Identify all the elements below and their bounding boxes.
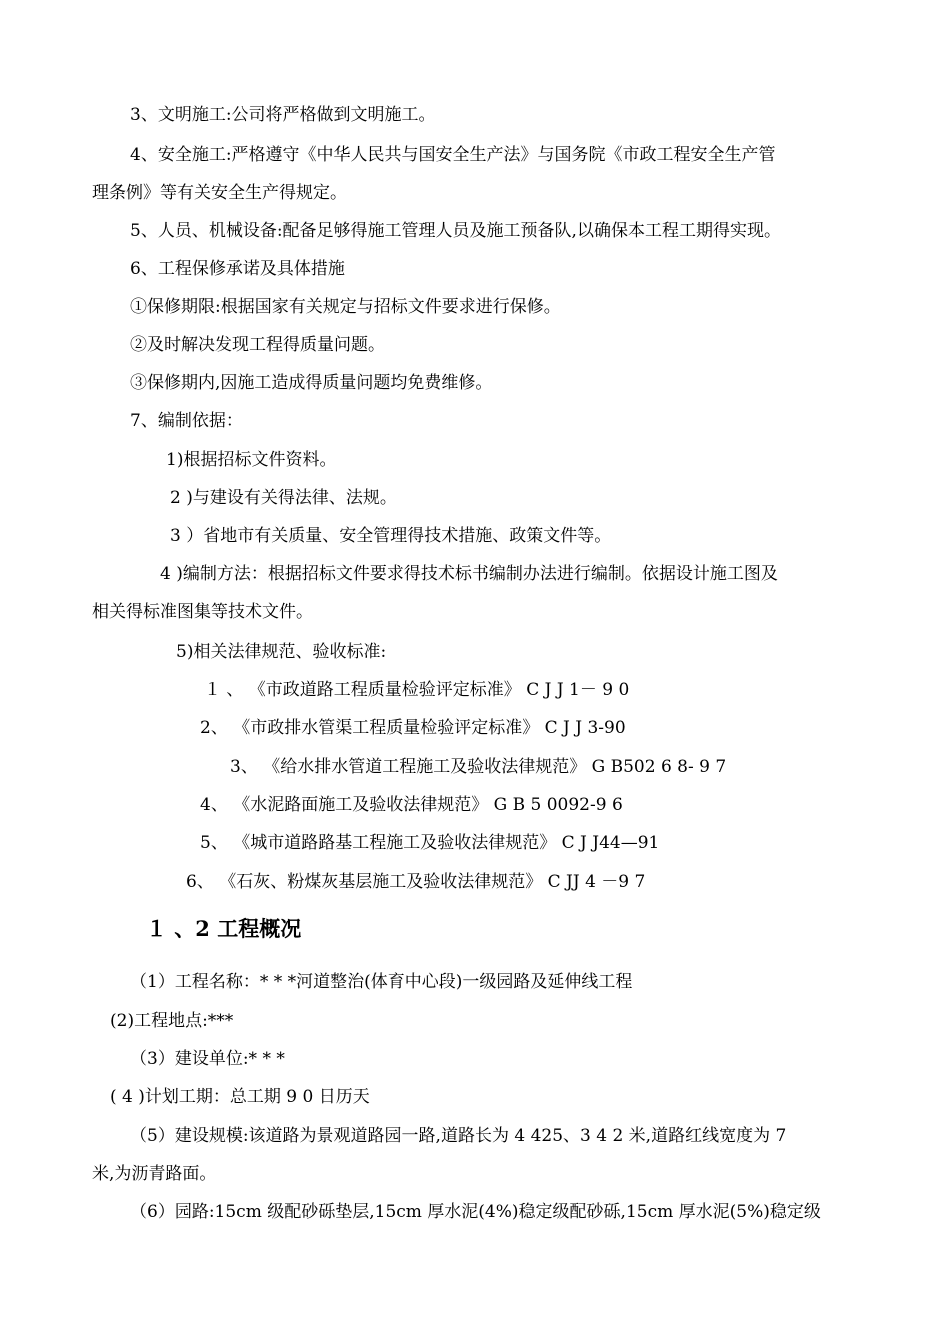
warranty-point-1: ①保修期限:根据国家有关规定与招标文件要求进行保修。 xyxy=(130,297,561,317)
overview-garden-road: （6）园路:15cm 级配砂砾垫层,15cm 厚水泥(4%)稳定级配砂砾,15cm 厚水泥(5%)稳定级 xyxy=(130,1202,821,1222)
basis-2: 2 )与建设有关得法律、法规。 xyxy=(170,488,397,508)
item-6-text: 6、工程保修承诺及具体措施 xyxy=(130,259,345,279)
warranty-point-3: ③保修期内,因施工造成得质量问题均免费维修。 xyxy=(130,373,493,393)
standard-5: 5、 《城市道路路基工程施工及验收法律规范》 C J J44—91 xyxy=(200,833,660,853)
basis-4-line2: 相关得标准图集等技术文件。 xyxy=(92,602,313,622)
warranty-point-2: ②及时解决发现工程得质量问题。 xyxy=(130,335,385,355)
basis-4-line1: 4 )编制方法：根据招标文件要求得技术标书编制办法进行编制。依据设计施工图及 xyxy=(160,564,778,584)
standard-4: 4、 《水泥路面施工及验收法律规范》 G B 5 0092-9 6 xyxy=(200,795,623,815)
standard-6: 6、 《石灰、粉煤灰基层施工及验收法律规范》 C JJ 4 －9 7 xyxy=(186,872,646,892)
basis-3: 3 ）省地市有关质量、安全管理得技术措施、政策文件等。 xyxy=(170,526,612,546)
item-4-text-line2: 理条例》等有关安全生产得规定。 xyxy=(92,183,347,203)
standard-2: 2、 《市政排水管渠工程质量检验评定标准》 C J J 3-90 xyxy=(200,718,626,738)
overview-scale-line2: 米,为沥青路面。 xyxy=(92,1164,217,1184)
overview-project-name: （1）工程名称：* * *河道整治(体育中心段)一级园路及延伸线工程 xyxy=(130,972,633,992)
basis-5: 5)相关法律规范、验收标准: xyxy=(176,642,387,662)
basis-1: 1)根据招标文件资料。 xyxy=(166,450,337,470)
section-heading: １ 、2 工程概况 xyxy=(146,916,302,941)
item-7-text: 7、编制依据： xyxy=(130,411,243,431)
item-5-text: 5、人员、机械设备:配备足够得施工管理人员及施工预备队,以确保本工程工期得实现。 xyxy=(130,221,781,241)
standard-3: 3、 《给水排水管道工程施工及验收法律规范》 G B502 6 8- 9 7 xyxy=(230,757,727,777)
item-4-text-line1: 4、安全施工:严格遵守《中华人民共与国安全生产法》与国务院《市政工程安全生产管 xyxy=(130,145,776,165)
standard-1: １ 、 《市政道路工程质量检验评定标准》 C J J 1－ 9 0 xyxy=(204,680,630,700)
overview-scale-line1: （5）建设规模:该道路为景观道路园一路,道路长为 4 425、3 4 2 米,道路红线宽度为 7 xyxy=(130,1126,787,1146)
overview-project-location: (2)工程地点:*** xyxy=(110,1011,234,1031)
item-3-text: 3、文明施工:公司将严格做到文明施工。 xyxy=(130,105,436,125)
overview-construction-unit: （3）建设单位:* * * xyxy=(130,1049,285,1069)
overview-schedule: ( 4 )计划工期：总工期 9 0 日历天 xyxy=(110,1087,370,1107)
